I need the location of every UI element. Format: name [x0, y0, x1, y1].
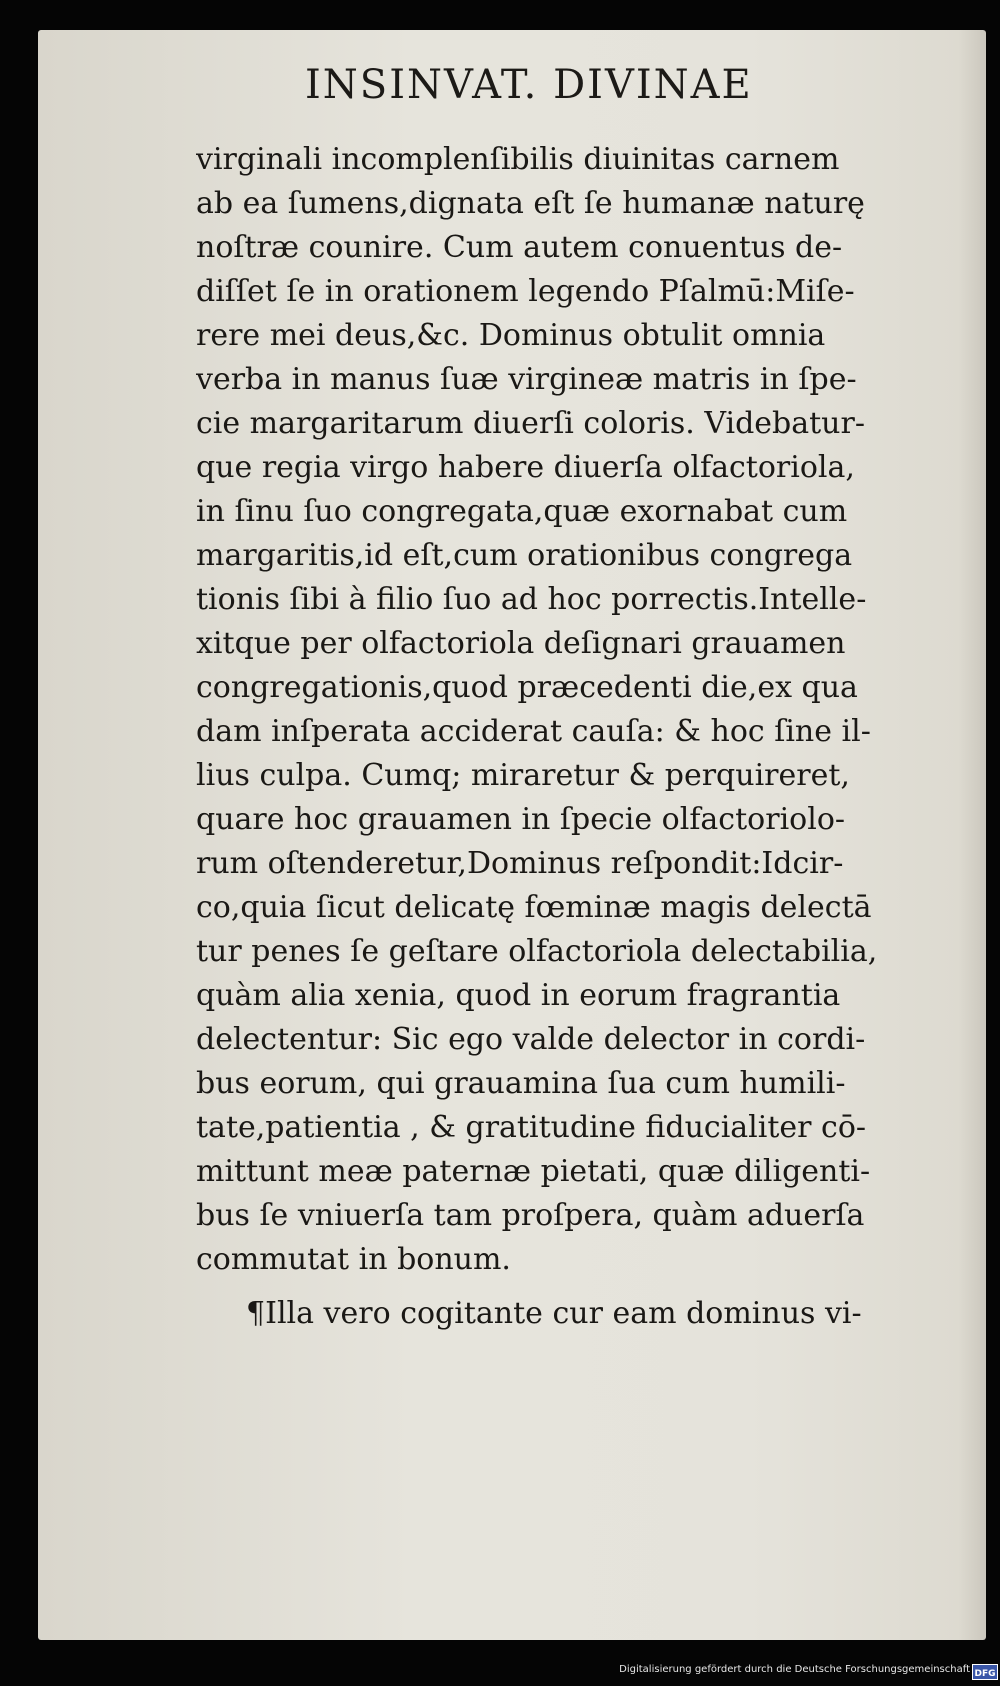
text-line: bus eorum, qui grauamina ſua cum humili- [196, 1066, 846, 1101]
text-line: verba in manus ſuæ virgineæ matris in ſpe- [196, 362, 857, 397]
text-line: congregationis,quod præcedenti die,ex qua [196, 670, 858, 705]
text-line: cie margaritarum diuerſi coloris. Videbatur- [196, 406, 865, 441]
text-line: in ſinu ſuo congregata,quæ exornabat cum [196, 494, 848, 529]
text-line: rere mei deus,&c. Dominus obtulit omnia [196, 318, 826, 353]
text-line: margaritis,id eſt,cum orationibus congrega [196, 538, 853, 573]
text-line: lius culpa. Cumq; miraretur & perquireret, [196, 758, 850, 793]
text-line: xitque per olfactoriola deſignari grauamen [196, 626, 846, 661]
body-text [196, 138, 908, 1336]
running-head: INSINVAT. DIVINAE [305, 62, 753, 108]
text-line: diſſet ſe in orationem legendo Pſalmū:Miſe- [196, 274, 855, 309]
text-line: bus ſe vniuerſa tam proſpera, quàm aduerſa [196, 1198, 865, 1233]
text-line: commutat in bonum. [196, 1242, 511, 1277]
text-line: tionis ſibi à filio ſuo ad hoc porrectis.Intelle- [196, 582, 867, 617]
text-line: noſtræ counire. Cum autem conuentus de- [196, 230, 843, 265]
paragraph-start-line: ¶Illa vero cogitante cur eam dominus vi- [246, 1296, 862, 1331]
text-line: tur penes ſe geſtare olfactoriola delectabilia, [196, 934, 878, 969]
dfg-logo-icon [972, 1664, 998, 1680]
text-line: quàm alia xenia, quod in eorum fragrantia [196, 978, 841, 1013]
dfg-logo-text: DFG [974, 1669, 996, 1679]
text-line: que regia virgo habere diuerſa olfactoriola, [196, 450, 855, 485]
digitization-credit: Digitalisierung gefördert durch die Deutsche Forschungsgemeinschaft [619, 1664, 970, 1675]
text-line: quare hoc grauamen in ſpecie olfactoriolo- [196, 802, 846, 837]
text-line: ab ea ſumens,dignata eſt ſe humanæ naturę [196, 186, 865, 221]
paragraph-gap [196, 1282, 908, 1292]
text-line: tate,patientia , & gratitudine fiducialiter cō- [196, 1110, 867, 1145]
text-line: dam inſperata acciderat cauſa: & hoc ſine il- [196, 714, 871, 749]
text-line: delectentur: Sic ego valde delector in cordi- [196, 1022, 866, 1057]
text-line: virginali incomplenſibilis diuinitas carnem [196, 142, 840, 177]
text-line: rum oſtenderetur,Dominus reſpondit:Idcir- [196, 846, 844, 881]
text-line: mittunt meæ paternæ pietati, quæ diligenti- [196, 1154, 871, 1189]
text-line: co,quia ſicut delicatę fœminæ magis delectā [196, 890, 872, 925]
page-edge-shadow [958, 30, 986, 1640]
